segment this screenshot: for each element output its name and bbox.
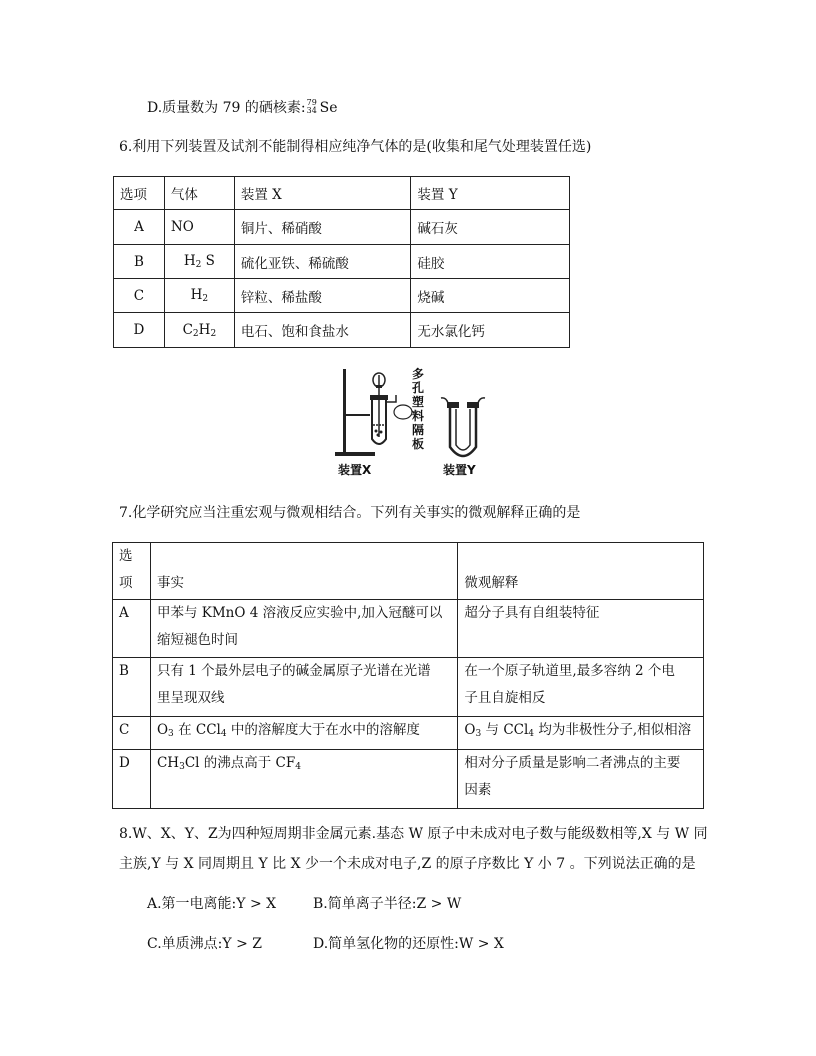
row-explain: 在一个原子轨道里,最多容纳 2 个电 子且自旋相反	[458, 658, 704, 717]
row-device-x: 电石、饱和食盐水	[234, 313, 411, 348]
q8-stem-line1: 8.W、X、Y、Z为四种短周期非金属元素.基态 W 原子中未成对电子数与能级数相等,X 与 W 同	[119, 826, 708, 842]
row-device-y: 碱石灰	[411, 210, 570, 245]
row-device-x: 锌粒、稀盐酸	[234, 279, 411, 313]
row-explain: $O_3$ 与 CCl$_4$ 均为非极性分子,相似相溶	[458, 717, 704, 750]
q8-option-d: D.简单氢化物的还原性:W > X	[313, 936, 504, 952]
q8-option-c: C.单质沸点:Y > Z	[147, 936, 262, 952]
row-device-x: 硫化亚铁、稀硫酸	[234, 245, 411, 279]
nuclide-symbol: Se	[319, 100, 338, 116]
q8-option-b: B.简单离子半径:Z > W	[313, 896, 462, 912]
row-explain: 相对分子质量是影响二者沸点的主要 因素	[458, 750, 704, 809]
q6-header-option: 选项	[114, 177, 165, 210]
row-option: C	[114, 279, 165, 313]
table-row	[114, 279, 570, 313]
row-option: D	[114, 313, 165, 348]
q5-option-d-text: D.质量数为 79 的硒核素:	[147, 100, 306, 116]
nuclide-notation: 79 34	[306, 98, 317, 115]
q6-header-device-y: 装置 Y	[411, 177, 570, 210]
q7-stem: 7.化学研究应当注重宏观与微观相结合。下列有关事实的微观解释正确的是	[119, 505, 581, 521]
q7-header-option: 选 项	[113, 543, 151, 600]
row-gas: NO	[164, 210, 234, 245]
q6-stem: 6.利用下列装置及试剂不能制得相应纯净气体的是(收集和尾气处理装置任选)	[119, 139, 592, 155]
table-row	[114, 210, 570, 245]
row-option: A	[113, 600, 151, 658]
device-y-label: 装置Y	[443, 463, 476, 477]
q6-header-device-x: 装置 X	[234, 177, 411, 210]
q7-header-fact: 事实	[150, 543, 457, 600]
q6-header-gas: 气体	[164, 177, 234, 210]
row-device-x: 铜片、稀硝酸	[234, 210, 411, 245]
row-option: B	[113, 658, 151, 717]
row-device-y: 硅胶	[411, 245, 570, 279]
table-row	[113, 717, 704, 750]
row-device-y: 无水氯化钙	[411, 313, 570, 348]
q8-stem-line2: 主族,Y 与 X 同周期且 Y 比 X 少一个未成对电子,Z 的原子序数比 Y 小 7 。下列说法正确的是	[119, 856, 696, 872]
device-x-label: 装置X	[338, 463, 372, 477]
row-option: B	[114, 245, 165, 279]
partition-label: 多 孔 塑 料 隔 板	[412, 367, 425, 451]
row-option: A	[114, 210, 165, 245]
q7-table-header	[113, 543, 704, 600]
q7-table	[112, 542, 704, 809]
q8-option-a: A.第一电离能:Y > X	[147, 896, 277, 912]
row-gas: $C_2H_2$	[164, 313, 234, 348]
row-fact: 甲苯与 KMnO 4 溶液反应实验中,加入冠醚可以 缩短褪色时间	[150, 600, 457, 658]
q7-header-explain: 微观解释	[458, 543, 704, 600]
table-row	[113, 750, 704, 809]
row-explain: 超分子具有自组装特征	[458, 600, 704, 658]
row-option: D	[113, 750, 151, 809]
table-row	[114, 245, 570, 279]
table-row	[114, 313, 570, 348]
row-fact: 只有 1 个最外层电子的碱金属原子光谱在光谱 里呈现双线	[150, 658, 457, 717]
row-gas: $H_2$	[164, 279, 234, 313]
row-fact: $O_3$ 在 CCl$_4$ 中的溶解度大于在水中的溶解度	[150, 717, 457, 750]
row-gas: $H_2$ S	[164, 245, 234, 279]
q5-option-d	[147, 98, 338, 118]
row-option: C	[113, 717, 151, 750]
row-fact: $CH_3Cl$ 的沸点高于 $CF_4$	[150, 750, 457, 809]
row-device-y: 烧碱	[411, 279, 570, 313]
q6-table	[113, 176, 570, 348]
apparatus-figure	[330, 365, 490, 483]
table-row	[113, 658, 704, 717]
q6-table-header	[114, 177, 570, 210]
table-row	[113, 600, 704, 658]
